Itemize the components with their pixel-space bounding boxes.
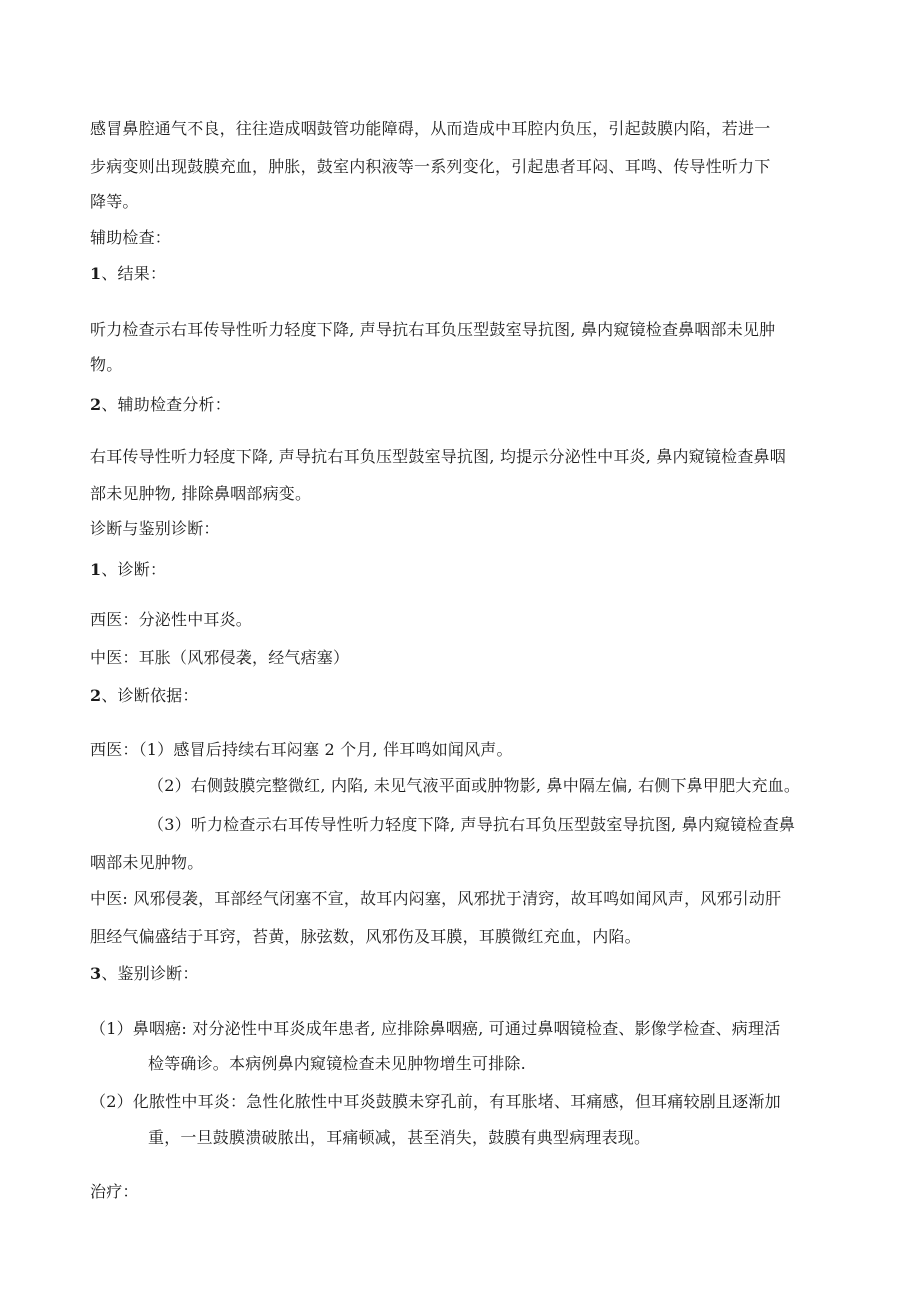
- diagnosis-sub-heading: [90, 560, 166, 580]
- aux-analysis-number: 2: [90, 395, 102, 414]
- diagnosis-tcm: 中医：耳胀（风邪侵袭，经气痞塞）: [90, 648, 350, 667]
- basis-number: 2: [90, 686, 102, 705]
- diagnosis-heading: 诊断与鉴别诊断：: [90, 519, 220, 538]
- diagnosis-number: 1: [90, 560, 102, 579]
- differential-2-line-2: 重，一旦鼓膜溃破脓出，耳痛顿减，甚至消失，鼓膜有典型病理表现。: [148, 1128, 651, 1147]
- differential-heading: [90, 964, 199, 984]
- aux-result-line-1: 听力检查示右耳传导性听力轻度下降, 声导抗右耳负压型鼓室导抗图, 鼻内窥镜检查鼻咽部未见肿: [90, 320, 776, 339]
- aux-result-line-2: 物。: [90, 355, 123, 374]
- basis-western-1: 西医：（1）感冒后持续右耳闷塞 2 个月, 伴耳鸣如闻风声。: [90, 740, 513, 759]
- basis-western-2: （2）右侧鼓膜完整微红, 内陷, 未见气液平面或肿物影, 鼻中隔左偏, 右侧下鼻甲肥大充血。: [148, 776, 801, 795]
- aux-analysis-heading: [90, 395, 231, 415]
- intro-line-1: 感冒鼻腔通气不良，往往造成咽鼓管功能障碍，从而造成中耳腔内负压，引起鼓膜内陷，若进一: [90, 119, 771, 138]
- basis-western-3-line-2: 咽部未见肿物。: [90, 853, 204, 872]
- aux-result-number: 1: [90, 264, 102, 283]
- aux-exam-heading: 辅助检查：: [90, 228, 172, 247]
- basis-heading: [90, 686, 199, 706]
- differential-label: 、鉴别诊断：: [101, 964, 199, 983]
- differential-2-line-1: （2）化脓性中耳炎：急性化脓性中耳炎鼓膜未穿孔前，有耳胀堵、耳痛感，但耳痛较剧且逐渐加: [90, 1092, 781, 1111]
- intro-line-2: 步病变则出现鼓膜充血，肿胀，鼓室内积液等一系列变化，引起患者耳闷、耳鸣、传导性听力下: [90, 157, 771, 176]
- aux-analysis-label: 、辅助检查分析：: [101, 395, 231, 414]
- aux-result-label: 、结果：: [101, 264, 167, 283]
- intro-line-3: 降等。: [90, 192, 139, 211]
- differential-1-line-1: （1）鼻咽癌: 对分泌性中耳炎成年患者, 应排除鼻咽癌, 可通过鼻咽镜检查、影像学检查、病理活: [90, 1019, 781, 1038]
- diagnosis-label: 、诊断：: [101, 560, 167, 579]
- basis-tcm-line-1: 中医: 风邪侵袭，耳部经气闭塞不宣，故耳内闷塞，风邪扰于清窍，故耳鸣如闻风声，风邪引动肝: [90, 889, 782, 908]
- aux-analysis-line-1: 右耳传导性听力轻度下降, 声导抗右耳负压型鼓室导抗图, 均提示分泌性中耳炎, 鼻内窥镜检查鼻咽: [90, 447, 786, 466]
- differential-1-line-2: 检等确诊。本病例鼻内窥镜检查未见肿物增生可排除.: [148, 1054, 526, 1073]
- differential-number: 3: [90, 964, 102, 983]
- diagnosis-western: 西医：分泌性中耳炎。: [90, 610, 253, 629]
- basis-tcm-line-2: 胆经气偏盛结于耳窍，苔黄，脉弦数，风邪伤及耳膜，耳膜微红充血，内陷。: [90, 927, 641, 946]
- aux-analysis-line-2: 部未见肿物, 排除鼻咽部病变。: [90, 484, 312, 503]
- basis-label: 、诊断依据：: [101, 686, 199, 705]
- aux-result-heading: [90, 264, 166, 284]
- treatment-heading: 治疗：: [90, 1182, 139, 1201]
- basis-western-3-line-1: （3）听力检查示右耳传导性听力轻度下降, 声导抗右耳负压型鼓室导抗图, 鼻内窥镜检查鼻: [148, 815, 796, 834]
